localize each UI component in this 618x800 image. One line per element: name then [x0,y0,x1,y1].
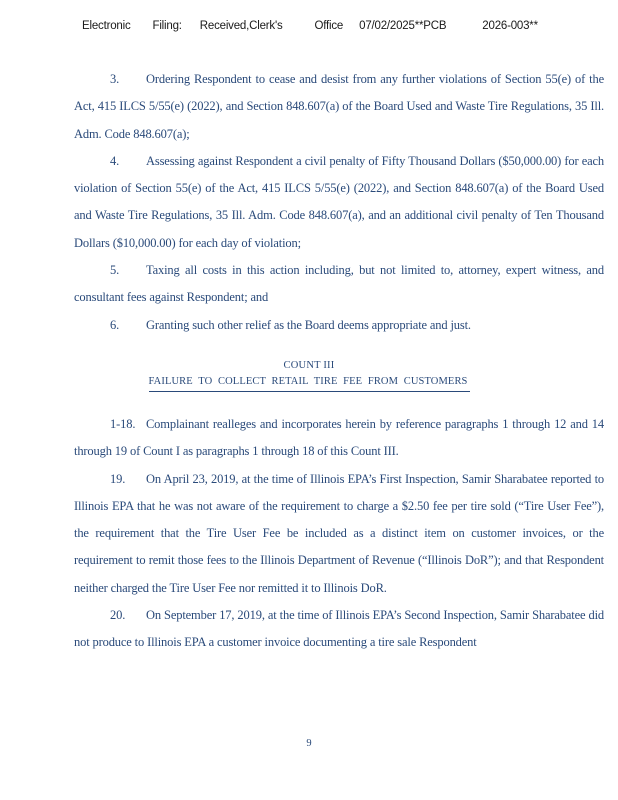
header-date-pcb: 07/02/2025**PCB [359,20,447,32]
count-subtitle: FAILURE TO COLLECT RETAIL TIRE FEE FROM CUSTOMERS [149,374,470,392]
header-filing: Filing: [152,20,182,32]
count-heading [74,358,544,392]
page-number: 9 [306,738,312,749]
paragraph-19 [74,466,604,602]
header-electronic: Electronic [82,20,131,32]
paragraph-20 [74,602,604,657]
paragraph-5 [74,257,604,312]
paragraph-number: 4. [110,153,120,168]
paragraph-number: 6. [110,317,120,332]
count-title: COUNT III [283,360,335,371]
paragraph-number: 1-18. [110,417,136,431]
paragraph-number: 3. [110,72,120,86]
header-office: Office [314,20,344,32]
paragraph-text: Granting such other relief as the Board deems appropriate and just. [146,317,471,332]
paragraph-4 [74,148,604,257]
paragraph-6 [74,312,604,339]
paragraph-text: On April 23, 2019, at the time of Illinois EPA’s First Inspection, Samir Sharabatee reported to Illinois EPA that he was not aware of the requirement to charge a $2.50 fee per tire sold (“Tire User Fee”), the requirement that the Tire User Fee be included as a distinct item on customer invoices, or the requirement to remit those fees to the Illinois Department of Revenue (“Illinois DoR”); and that Respondent neither charged the Tire User Fee nor remitted it to Illinois DoR. [74,471,604,595]
top-paragraphs [74,66,604,339]
paragraph-number: 19. [110,471,126,486]
paragraph-text: Taxing all costs in this action including, but not limited to, attorney, expert witness, and consultant fees against Respondent; and [74,263,604,305]
paragraph-number: 5. [110,263,120,278]
paragraph-3 [74,66,604,148]
paragraph-text: Assessing against Respondent a civil penalty of Fifty Thousand Dollars ($50,000.00) for each violation of Section 55(e) of the Act, 415 ILCS 5/55(e) (2022), and Section 848.607(a) of the Board Used and Waste Tire Regulations, 35 Ill. Adm. Code 848.607(a), and an additional civil penalty of Ten Thousand Dollars ($10,000.00) for each day of violation; [74,153,604,250]
header-case-number: 2026-003** [482,20,538,32]
paragraph-number: 20. [110,608,126,623]
filing-header [82,20,562,32]
paragraph-text: Complainant realleges and incorporates herein by reference paragraphs 1 through 12 and 14 through 19 of Count I as paragraphs 1 through 18 of this Count III. [74,417,604,459]
bottom-paragraphs [74,411,604,657]
paragraph-text: Ordering Respondent to cease and desist from any further violations of Section 55(e) of the Act, 415 ILCS 5/55(e) (2022), and Section 848.607(a) of the Board Used and Waste Tire Regulations, 35 Ill. Adm. Code 848.607(a); [74,72,604,141]
paragraph-1-18 [74,411,604,466]
paragraph-text: On September 17, 2019, at the time of Illinois EPA’s Second Inspection, Samir Sharabatee did not produce to Illinois EPA a customer invoice documenting a tire sale Respondent [74,608,604,650]
header-received-clerks: Received,Clerk's [199,20,283,32]
